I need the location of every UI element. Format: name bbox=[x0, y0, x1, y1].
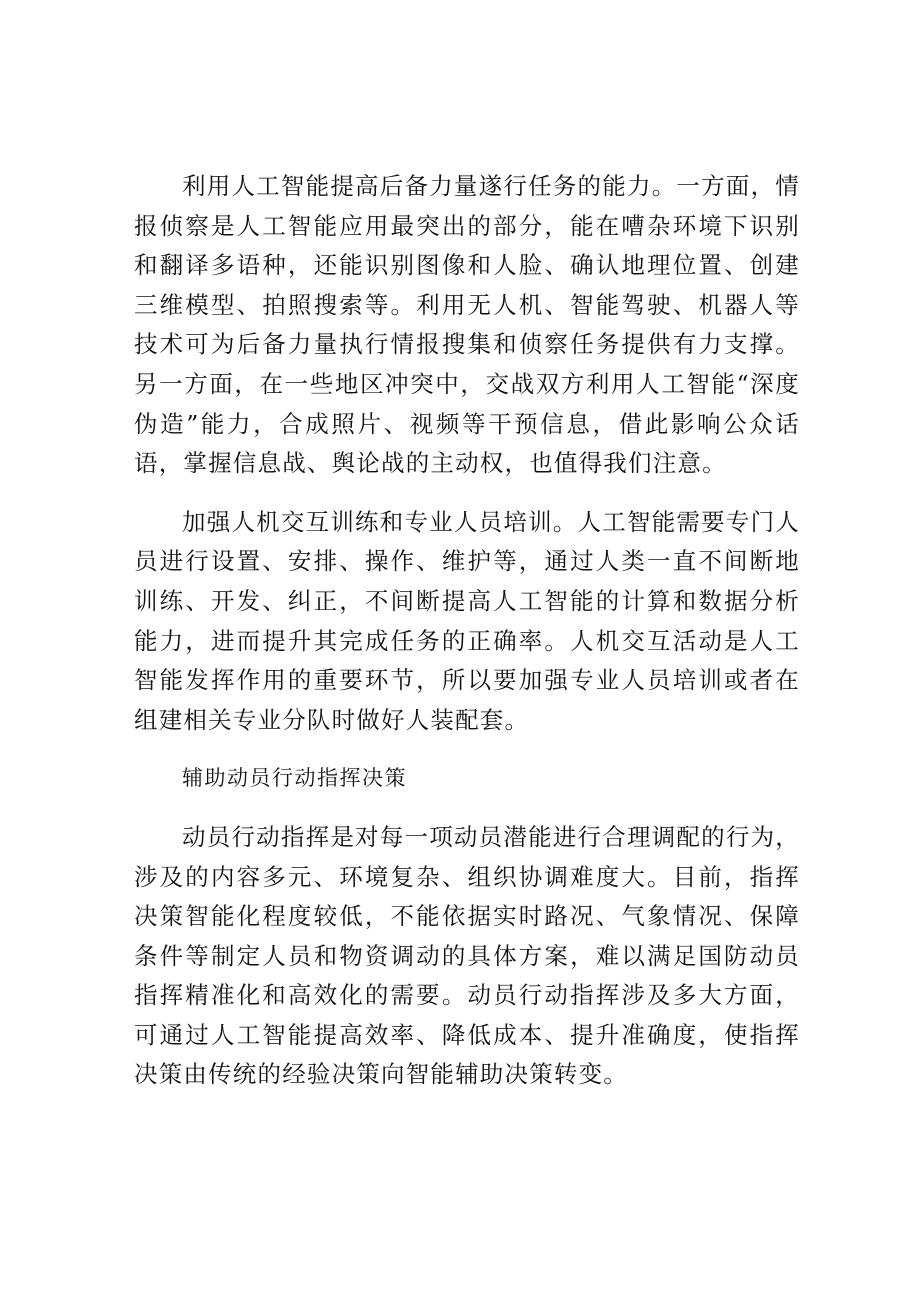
document-body bbox=[134, 167, 800, 1114]
paragraph-command-decision: 动员行动指挥是对每一项动员潜能进行合理调配的行为，涉及的内容多元、环境复杂、组织协调难度大。目前，指挥决策智能化程度较低，不能依据实时路况、气象情况、保障条件等制定人员和物资调动的具体方案，难以满足国防动员指挥精准化和高效化的需要。动员行动指挥涉及多大方面，可通过人工智能提高效率、降低成本、提升准确度，使指挥决策由传统的经验决策向智能辅助决策转变。 bbox=[134, 822, 800, 1089]
paragraph-human-machine-training: 加强人机交互训练和专业人员培训。人工智能需要专门人员进行设置、安排、操作、维护等，通过人类一直不间断地训练、开发、纠正，不间断提高人工智能的计算和数据分析能力，进而提升其完成任务的正确率。人机交互活动是人工智能发挥作用的重要环节，所以要加强专业人员培训或者在组建相关专业分队时做好人装配套。 bbox=[134, 507, 800, 734]
section-heading: 辅助动员行动指挥决策 bbox=[182, 766, 407, 791]
paragraph-ai-task-capability: 利用人工智能提高后备力量遂行任务的能力。一方面，情报侦察是人工智能应用最突出的部分，能在嘈杂环境下识别和翻译多语种，还能识别图像和人脸、确认地理位置、创建三维模型、拍照搜索等。利用无人机、智能驾驶、机器人等技术可为后备力量执行情报搜集和侦察任务提供有力支撑。另一方面，在一些地区冲突中，交战双方利用人工智能“深度伪造”能力，合成照片、视频等干预信息，借此影响公众话语，掌握信息战、舆论战的主动权，也值得我们注意。 bbox=[134, 172, 800, 478]
